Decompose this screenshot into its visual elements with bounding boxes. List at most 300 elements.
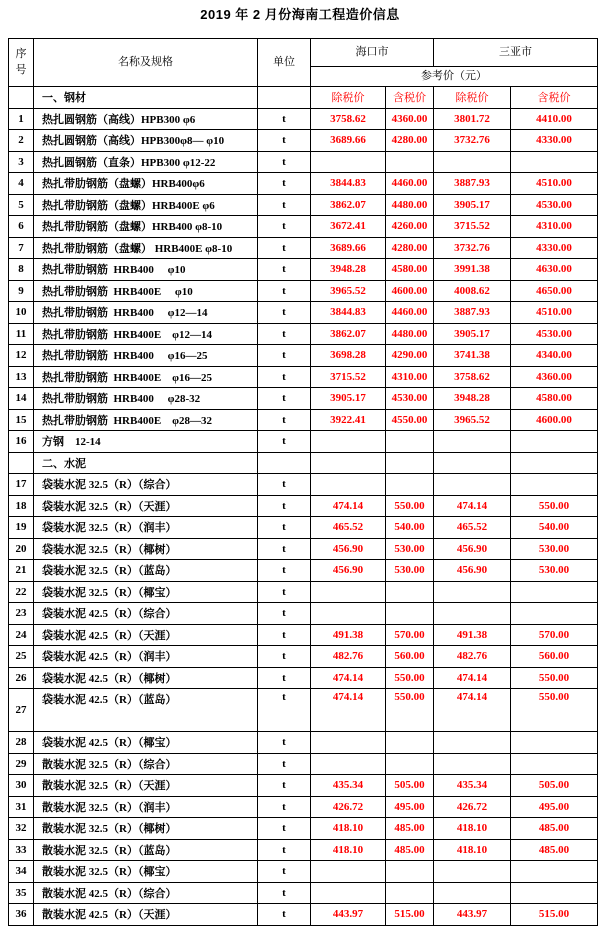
price-cell: 3965.52: [434, 409, 511, 431]
tax-label-cell: [311, 452, 386, 474]
price-cell: 4580.00: [386, 259, 434, 281]
price-cell: 491.38: [434, 624, 511, 646]
unit-cell: t: [258, 839, 311, 861]
price-cell: 3801.72: [434, 108, 511, 130]
price-cell: 4410.00: [511, 108, 598, 130]
item-name-cell: 散装水泥 32.5（R）（椰树）: [34, 818, 258, 840]
price-cell: 3844.83: [311, 302, 386, 324]
price-cell: 4480.00: [386, 323, 434, 345]
item-name-cell: 袋装水泥 32.5（R）（蓝岛）: [34, 560, 258, 582]
table-row: [9, 323, 598, 345]
price-cell: 4480.00: [386, 194, 434, 216]
price-cell: 3887.93: [434, 173, 511, 195]
price-cell: 4530.00: [386, 388, 434, 410]
item-name-cell: 方钢 12-14: [34, 431, 258, 453]
tax-label-cell: 除税价: [434, 87, 511, 109]
price-cell: 4008.62: [434, 280, 511, 302]
price-cell: 4510.00: [511, 173, 598, 195]
row-number-cell: [9, 87, 34, 109]
row-number-cell: 14: [9, 388, 34, 410]
table-header: [9, 39, 598, 87]
unit-cell: t: [258, 216, 311, 238]
price-cell: 560.00: [386, 646, 434, 668]
price-cell: 3905.17: [434, 323, 511, 345]
price-cell: 530.00: [386, 560, 434, 582]
unit-cell: t: [258, 861, 311, 883]
tax-label-cell: 含税价: [511, 87, 598, 109]
price-cell: 456.90: [311, 538, 386, 560]
price-cell: [434, 753, 511, 775]
price-cell: 4330.00: [511, 237, 598, 259]
unit-cell: t: [258, 302, 311, 324]
table-row: [9, 581, 598, 603]
price-cell: 465.52: [434, 517, 511, 539]
price-cell: 550.00: [386, 495, 434, 517]
unit-cell: t: [258, 624, 311, 646]
unit-cell: t: [258, 560, 311, 582]
price-cell: [434, 861, 511, 883]
price-cell: [511, 861, 598, 883]
table-row: [9, 474, 598, 496]
price-cell: [386, 753, 434, 775]
unit-cell: t: [258, 882, 311, 904]
price-cell: [311, 431, 386, 453]
table-row: [9, 646, 598, 668]
item-name-cell: 袋装水泥 42.5（R）（综合）: [34, 603, 258, 625]
price-cell: 530.00: [386, 538, 434, 560]
item-name-cell: 热扎带肋钢筋（盘螺）HRB400E φ6: [34, 194, 258, 216]
row-number-cell: 7: [9, 237, 34, 259]
price-cell: 4460.00: [386, 302, 434, 324]
price-cell: 4650.00: [511, 280, 598, 302]
price-cell: 474.14: [434, 667, 511, 689]
table-row: [9, 130, 598, 152]
table-row: [9, 237, 598, 259]
unit-cell: t: [258, 753, 311, 775]
table-row: [9, 796, 598, 818]
price-cell: 570.00: [511, 624, 598, 646]
row-number-cell: 26: [9, 667, 34, 689]
price-cell: [311, 732, 386, 754]
unit-cell: t: [258, 345, 311, 367]
price-cell: 550.00: [386, 689, 434, 732]
row-number-cell: 30: [9, 775, 34, 797]
price-cell: 515.00: [386, 904, 434, 926]
price-cell: 3922.41: [311, 409, 386, 431]
row-number-cell: 6: [9, 216, 34, 238]
table-row: [9, 173, 598, 195]
item-name-cell: 热扎带肋钢筋 HRB400 φ16—25: [34, 345, 258, 367]
price-cell: 4580.00: [511, 388, 598, 410]
price-cell: 3758.62: [434, 366, 511, 388]
row-number-cell: 36: [9, 904, 34, 926]
row-number-cell: 20: [9, 538, 34, 560]
table-row: [9, 538, 598, 560]
price-cell: [311, 474, 386, 496]
header-unit: 单位: [258, 39, 311, 87]
table-row: [9, 151, 598, 173]
row-number-cell: 28: [9, 732, 34, 754]
table-row: [9, 345, 598, 367]
item-name-cell: 袋装水泥 42.5（R）（润丰）: [34, 646, 258, 668]
unit-cell: t: [258, 108, 311, 130]
table-row: [9, 216, 598, 238]
price-cell: [434, 431, 511, 453]
row-number-cell: 19: [9, 517, 34, 539]
unit-cell: t: [258, 818, 311, 840]
table-row: [9, 409, 598, 431]
price-cell: 3672.41: [311, 216, 386, 238]
unit-cell: t: [258, 796, 311, 818]
price-cell: [311, 861, 386, 883]
row-number-cell: 21: [9, 560, 34, 582]
section-title-cell: 二、水泥: [34, 452, 258, 474]
price-cell: [386, 732, 434, 754]
price-cell: [386, 603, 434, 625]
price-cell: 465.52: [311, 517, 386, 539]
price-cell: 570.00: [386, 624, 434, 646]
price-cell: 3715.52: [434, 216, 511, 238]
price-cell: 491.38: [311, 624, 386, 646]
price-cell: 3905.17: [434, 194, 511, 216]
table-row: [9, 388, 598, 410]
price-cell: 505.00: [386, 775, 434, 797]
price-cell: 3732.76: [434, 237, 511, 259]
unit-cell: t: [258, 237, 311, 259]
price-cell: [386, 151, 434, 173]
row-number-cell: 2: [9, 130, 34, 152]
section-row: [9, 452, 598, 474]
item-name-cell: 热扎带肋钢筋 HRB400 φ10: [34, 259, 258, 281]
item-name-cell: 热扎带肋钢筋（盘螺）HRB400φ6: [34, 173, 258, 195]
row-number-cell: 4: [9, 173, 34, 195]
unit-cell: t: [258, 689, 311, 732]
price-cell: [386, 474, 434, 496]
table-row: [9, 603, 598, 625]
price-cell: 550.00: [386, 667, 434, 689]
row-number-cell: 10: [9, 302, 34, 324]
price-cell: 495.00: [511, 796, 598, 818]
row-number-cell: 9: [9, 280, 34, 302]
unit-cell: t: [258, 538, 311, 560]
price-cell: [386, 431, 434, 453]
item-name-cell: 袋装水泥 32.5（R）（椰宝）: [34, 581, 258, 603]
row-number-cell: 31: [9, 796, 34, 818]
price-cell: 4530.00: [511, 194, 598, 216]
tax-label-cell: 含税价: [386, 87, 434, 109]
unit-cell: [258, 452, 311, 474]
price-cell: 474.14: [434, 689, 511, 732]
price-cell: 550.00: [511, 667, 598, 689]
row-number-cell: 25: [9, 646, 34, 668]
price-cell: 485.00: [511, 839, 598, 861]
price-cell: 4630.00: [511, 259, 598, 281]
price-cell: [386, 882, 434, 904]
item-name-cell: 热扎带肋钢筋 HRB400 φ28-32: [34, 388, 258, 410]
price-cell: [434, 474, 511, 496]
price-cell: 474.14: [311, 689, 386, 732]
price-cell: 4460.00: [386, 173, 434, 195]
price-cell: 4360.00: [511, 366, 598, 388]
price-cell: 474.14: [434, 495, 511, 517]
unit-cell: t: [258, 667, 311, 689]
unit-cell: t: [258, 517, 311, 539]
price-cell: 4600.00: [511, 409, 598, 431]
item-name-cell: 袋装水泥 32.5（R）（天涯）: [34, 495, 258, 517]
unit-cell: t: [258, 732, 311, 754]
price-cell: 426.72: [434, 796, 511, 818]
unit-cell: t: [258, 603, 311, 625]
item-name-cell: 热扎带肋钢筋 HRB400E φ10: [34, 280, 258, 302]
table-row: [9, 753, 598, 775]
price-cell: 485.00: [386, 818, 434, 840]
price-cell: 3689.66: [311, 130, 386, 152]
price-cell: [511, 753, 598, 775]
row-number-cell: 18: [9, 495, 34, 517]
item-name-cell: 袋装水泥 42.5（R）（蓝岛）: [34, 689, 258, 732]
unit-cell: t: [258, 366, 311, 388]
item-name-cell: 热扎圆钢筋（高线）HPB300φ8— φ10: [34, 130, 258, 152]
item-name-cell: 热扎带肋钢筋 HRB400 φ12—14: [34, 302, 258, 324]
row-number-cell: 1: [9, 108, 34, 130]
item-name-cell: 袋装水泥 32.5（R）（椰树）: [34, 538, 258, 560]
header-row-cities: [9, 39, 598, 67]
table-row: [9, 818, 598, 840]
row-number-cell: 22: [9, 581, 34, 603]
table-body: [9, 87, 598, 926]
price-cell: 474.14: [311, 495, 386, 517]
price-cell: 4530.00: [511, 323, 598, 345]
item-name-cell: 散装水泥 32.5（R）（综合）: [34, 753, 258, 775]
item-name-cell: 散装水泥 32.5（R）（椰宝）: [34, 861, 258, 883]
price-cell: 505.00: [511, 775, 598, 797]
table-row: [9, 495, 598, 517]
row-number-cell: 17: [9, 474, 34, 496]
price-cell: 540.00: [386, 517, 434, 539]
price-cell: [311, 753, 386, 775]
price-cell: 4340.00: [511, 345, 598, 367]
price-cell: [511, 431, 598, 453]
table-row: [9, 861, 598, 883]
unit-cell: t: [258, 280, 311, 302]
unit-cell: t: [258, 775, 311, 797]
unit-cell: t: [258, 173, 311, 195]
header-ref-price: 参考价（元）: [311, 67, 598, 87]
price-cell: [434, 732, 511, 754]
item-name-cell: 袋装水泥 42.5（R）（椰树）: [34, 667, 258, 689]
price-cell: 443.97: [434, 904, 511, 926]
price-cell: 3698.28: [311, 345, 386, 367]
price-cell: 485.00: [511, 818, 598, 840]
item-name-cell: 袋装水泥 42.5（R）（天涯）: [34, 624, 258, 646]
price-cell: 550.00: [511, 689, 598, 732]
price-cell: [511, 603, 598, 625]
row-number-cell: 5: [9, 194, 34, 216]
price-cell: 3948.28: [311, 259, 386, 281]
unit-cell: t: [258, 409, 311, 431]
item-name-cell: 袋装水泥 32.5（R）（综合）: [34, 474, 258, 496]
price-cell: 4550.00: [386, 409, 434, 431]
price-cell: [386, 861, 434, 883]
table-row: [9, 431, 598, 453]
price-cell: 418.10: [311, 818, 386, 840]
price-cell: 482.76: [311, 646, 386, 668]
price-cell: 515.00: [511, 904, 598, 926]
row-number-cell: 27: [9, 689, 34, 732]
section-title-cell: 一、钢材: [34, 87, 258, 109]
price-cell: 4260.00: [386, 216, 434, 238]
price-cell: 3991.38: [434, 259, 511, 281]
unit-cell: t: [258, 151, 311, 173]
item-name-cell: 热扎带肋钢筋 HRB400E φ16—25: [34, 366, 258, 388]
unit-cell: t: [258, 194, 311, 216]
price-cell: 435.34: [311, 775, 386, 797]
price-cell: 3732.76: [434, 130, 511, 152]
unit-cell: t: [258, 495, 311, 517]
price-cell: 418.10: [311, 839, 386, 861]
price-cell: [434, 603, 511, 625]
price-cell: 3741.38: [434, 345, 511, 367]
price-cell: 474.14: [311, 667, 386, 689]
price-cell: 443.97: [311, 904, 386, 926]
price-cell: 560.00: [511, 646, 598, 668]
row-number-cell: 13: [9, 366, 34, 388]
row-number-cell: 15: [9, 409, 34, 431]
row-number-cell: 33: [9, 839, 34, 861]
row-number-cell: [9, 452, 34, 474]
header-name: 名称及规格: [34, 39, 258, 87]
item-name-cell: 散装水泥 32.5（R）（蓝岛）: [34, 839, 258, 861]
row-number-cell: 16: [9, 431, 34, 453]
price-cell: 426.72: [311, 796, 386, 818]
row-number-cell: 35: [9, 882, 34, 904]
table-row: [9, 882, 598, 904]
unit-cell: t: [258, 646, 311, 668]
unit-cell: t: [258, 259, 311, 281]
price-cell: 530.00: [511, 560, 598, 582]
price-cell: [511, 882, 598, 904]
row-number-cell: 8: [9, 259, 34, 281]
item-name-cell: 热扎圆钢筋（高线）HPB300 φ6: [34, 108, 258, 130]
table-row: [9, 560, 598, 582]
item-name-cell: 散装水泥 32.5（R）（润丰）: [34, 796, 258, 818]
price-cell: 3965.52: [311, 280, 386, 302]
unit-cell: t: [258, 323, 311, 345]
section-row: [9, 87, 598, 109]
unit-cell: [258, 87, 311, 109]
price-cell: [311, 882, 386, 904]
price-cell: 3887.93: [434, 302, 511, 324]
row-number-cell: 34: [9, 861, 34, 883]
row-number-cell: 23: [9, 603, 34, 625]
table-row: [9, 624, 598, 646]
item-name-cell: 热扎带肋钢筋（盘螺） HRB400E φ8-10: [34, 237, 258, 259]
tax-label-cell: 除税价: [311, 87, 386, 109]
item-name-cell: 散装水泥 42.5（R）（综合）: [34, 882, 258, 904]
unit-cell: t: [258, 581, 311, 603]
price-cell: [311, 151, 386, 173]
price-cell: 418.10: [434, 818, 511, 840]
price-cell: 3689.66: [311, 237, 386, 259]
price-cell: [311, 603, 386, 625]
price-cell: [434, 581, 511, 603]
price-cell: 4510.00: [511, 302, 598, 324]
row-number-cell: 11: [9, 323, 34, 345]
price-cell: 495.00: [386, 796, 434, 818]
price-cell: 4600.00: [386, 280, 434, 302]
price-cell: 550.00: [511, 495, 598, 517]
unit-cell: t: [258, 474, 311, 496]
price-cell: [311, 581, 386, 603]
price-cell: 3844.83: [311, 173, 386, 195]
price-cell: [434, 882, 511, 904]
price-cell: 456.90: [434, 538, 511, 560]
table-row: [9, 259, 598, 281]
price-cell: 485.00: [386, 839, 434, 861]
price-cell: 4290.00: [386, 345, 434, 367]
price-cell: 3758.62: [311, 108, 386, 130]
price-cell: [434, 151, 511, 173]
price-cell: 435.34: [434, 775, 511, 797]
header-city-haikou: 海口市: [311, 39, 434, 67]
price-cell: 3715.52: [311, 366, 386, 388]
unit-cell: t: [258, 431, 311, 453]
item-name-cell: 袋装水泥 42.5（R）（椰宝）: [34, 732, 258, 754]
table-row: [9, 280, 598, 302]
price-cell: 482.76: [434, 646, 511, 668]
unit-cell: t: [258, 904, 311, 926]
table-row: [9, 108, 598, 130]
page-title: 2019 年 2 月份海南工程造价信息: [200, 7, 400, 22]
item-name-cell: 热扎带肋钢筋 HRB400E φ12—14: [34, 323, 258, 345]
table-row: [9, 517, 598, 539]
unit-cell: t: [258, 388, 311, 410]
table-row: [9, 839, 598, 861]
price-cell: 418.10: [434, 839, 511, 861]
table-row: [9, 732, 598, 754]
unit-cell: t: [258, 130, 311, 152]
price-cell: 530.00: [511, 538, 598, 560]
item-name-cell: 热扎带肋钢筋（盘螺）HRB400 φ8-10: [34, 216, 258, 238]
price-cell: 3905.17: [311, 388, 386, 410]
table-row: [9, 667, 598, 689]
header-seq: 序号: [9, 39, 34, 87]
table-row: [9, 194, 598, 216]
item-name-cell: 散装水泥 42.5（R）（天涯）: [34, 904, 258, 926]
item-name-cell: 袋装水泥 32.5（R）（润丰）: [34, 517, 258, 539]
table-row: [9, 904, 598, 926]
price-cell: 3862.07: [311, 323, 386, 345]
row-number-cell: 3: [9, 151, 34, 173]
tax-label-cell: [511, 452, 598, 474]
table-row: [9, 689, 598, 732]
tax-label-cell: [434, 452, 511, 474]
price-cell: [386, 581, 434, 603]
price-cell: 456.90: [434, 560, 511, 582]
table-row: [9, 302, 598, 324]
price-cell: 3948.28: [434, 388, 511, 410]
price-cell: 4280.00: [386, 130, 434, 152]
price-cell: 4280.00: [386, 237, 434, 259]
price-cell: 4310.00: [386, 366, 434, 388]
item-name-cell: 热扎圆钢筋（直条）HPB300 φ12-22: [34, 151, 258, 173]
price-cell: 540.00: [511, 517, 598, 539]
item-name-cell: 散装水泥 32.5（R）（天涯）: [34, 775, 258, 797]
row-number-cell: 24: [9, 624, 34, 646]
price-cell: [511, 581, 598, 603]
price-cell: [511, 732, 598, 754]
price-cell: [511, 474, 598, 496]
